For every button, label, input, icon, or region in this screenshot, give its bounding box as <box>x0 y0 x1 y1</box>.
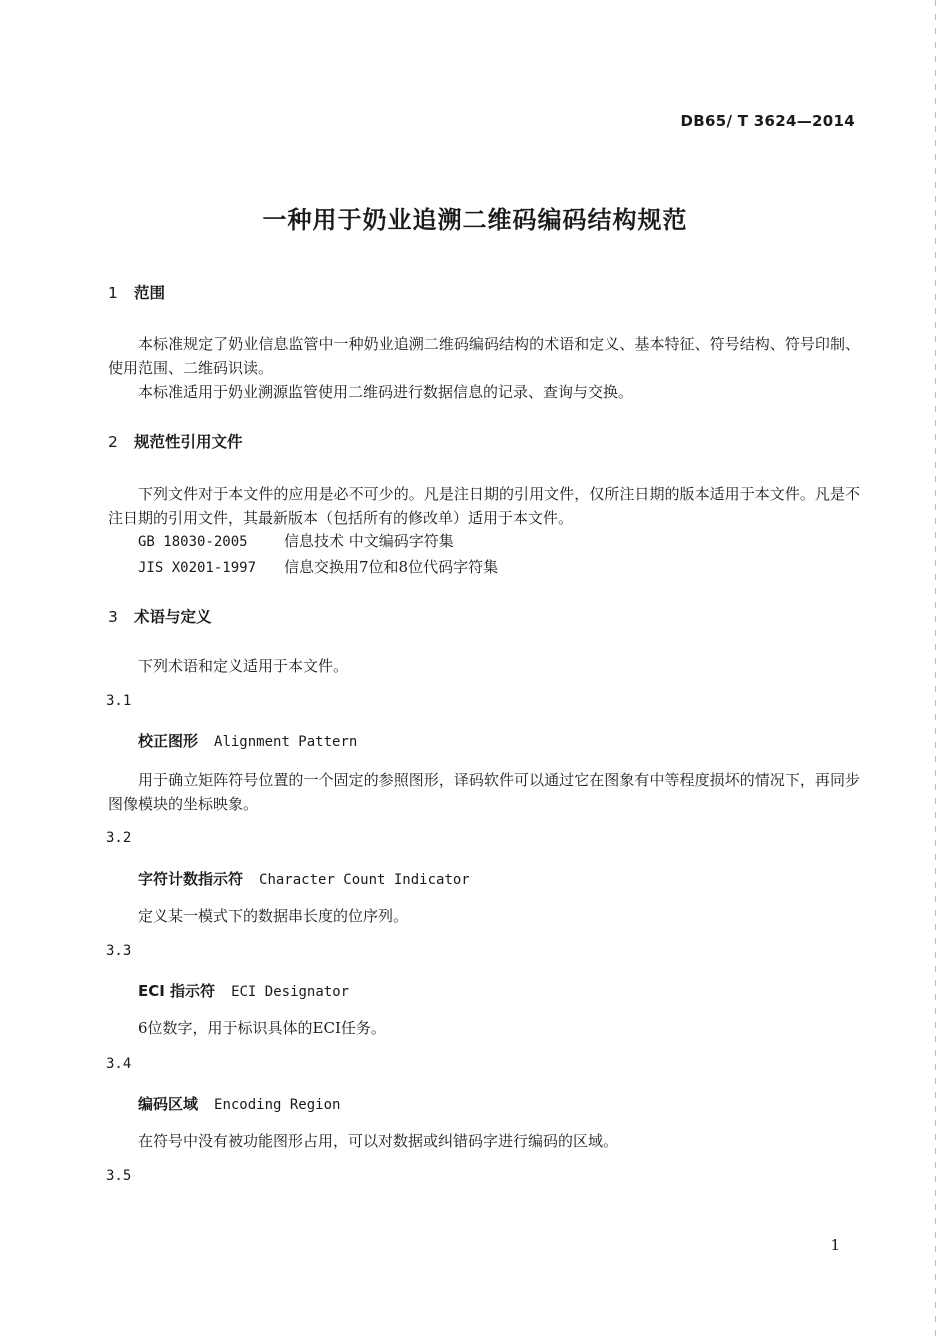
section-number: 3 <box>108 608 118 626</box>
term-english: Character Count Indicator <box>259 872 470 888</box>
term-english: Alignment Pattern <box>214 734 358 750</box>
term-chinese: 字符计数指示符 <box>138 870 244 888</box>
term-definition: 在符号中没有被功能图形占用，可以对数据或纠错码字进行编码的区域。 <box>138 1132 619 1150</box>
clause-number: 3.2 <box>106 830 132 846</box>
standard-code: DB65/ T 3624—2014 <box>680 112 855 130</box>
reference-title: 信息技术 中文编码字符集 <box>284 532 454 550</box>
page-number: 1 <box>830 1236 840 1254</box>
section-number: 1 <box>108 284 118 302</box>
reference-item <box>138 530 454 551</box>
section-2-heading <box>108 430 243 452</box>
section-1-heading <box>108 281 165 303</box>
term-chinese: 校正图形 <box>138 732 199 750</box>
term-english: Encoding Region <box>214 1097 341 1113</box>
reference-code: GB 18030-2005 <box>138 534 248 550</box>
reference-item <box>138 556 498 577</box>
clause-number: 3.5 <box>106 1168 132 1184</box>
section-title: 规范性引用文件 <box>134 433 243 451</box>
document-title: 一种用于奶业追溯二维码编码结构规范 <box>262 206 688 234</box>
clause-number: 3.3 <box>106 943 132 959</box>
term-definition: 用于确立矩阵符号位置的一个固定的参照图形，译码软件可以通过它在图象有中等程度损坏的情况下，再同步图像模块的坐标映象。 <box>108 771 860 813</box>
paragraph: 下列术语和定义适用于本文件。 <box>138 657 349 675</box>
term-entry <box>138 1093 340 1114</box>
section-title: 术语与定义 <box>134 608 212 626</box>
paragraph: 本标准规定了奶业信息监管中一种奶业追溯二维码编码结构的术语和定义、基本特征、符号结构、符号印制、使用范围、二维码识读。 <box>108 335 860 377</box>
term-chinese: 编码区域 <box>138 1095 199 1113</box>
term-entry <box>138 868 470 889</box>
section-title: 范围 <box>134 284 166 302</box>
term-entry <box>138 980 349 1001</box>
term-entry <box>138 730 357 751</box>
term-definition: 6位数字，用于标识具体的ECI任务。 <box>138 1019 386 1037</box>
section-3-heading <box>108 605 212 627</box>
scan-edge-line <box>935 0 936 1344</box>
reference-title: 信息交换用7位和8位代码字符集 <box>284 558 499 576</box>
term-definition: 定义某一模式下的数据串长度的位序列。 <box>138 907 409 925</box>
clause-number: 3.4 <box>106 1056 132 1072</box>
paragraph: 下列文件对于本文件的应用是必不可少的。凡是注日期的引用文件，仅所注日期的版本适用于本文件。凡是不注日期的引用文件，其最新版本（包括所有的修改单）适用于本文件。 <box>108 485 860 527</box>
term-chinese: ECI 指示符 <box>138 982 216 1000</box>
paragraph: 本标准适用于奶业溯源监管使用二维码进行数据信息的记录、查询与交换。 <box>138 383 634 401</box>
term-english: ECI Designator <box>231 984 350 1000</box>
section-number: 2 <box>108 433 118 451</box>
reference-code: JIS X0201-1997 <box>138 560 257 576</box>
clause-number: 3.1 <box>106 693 132 709</box>
